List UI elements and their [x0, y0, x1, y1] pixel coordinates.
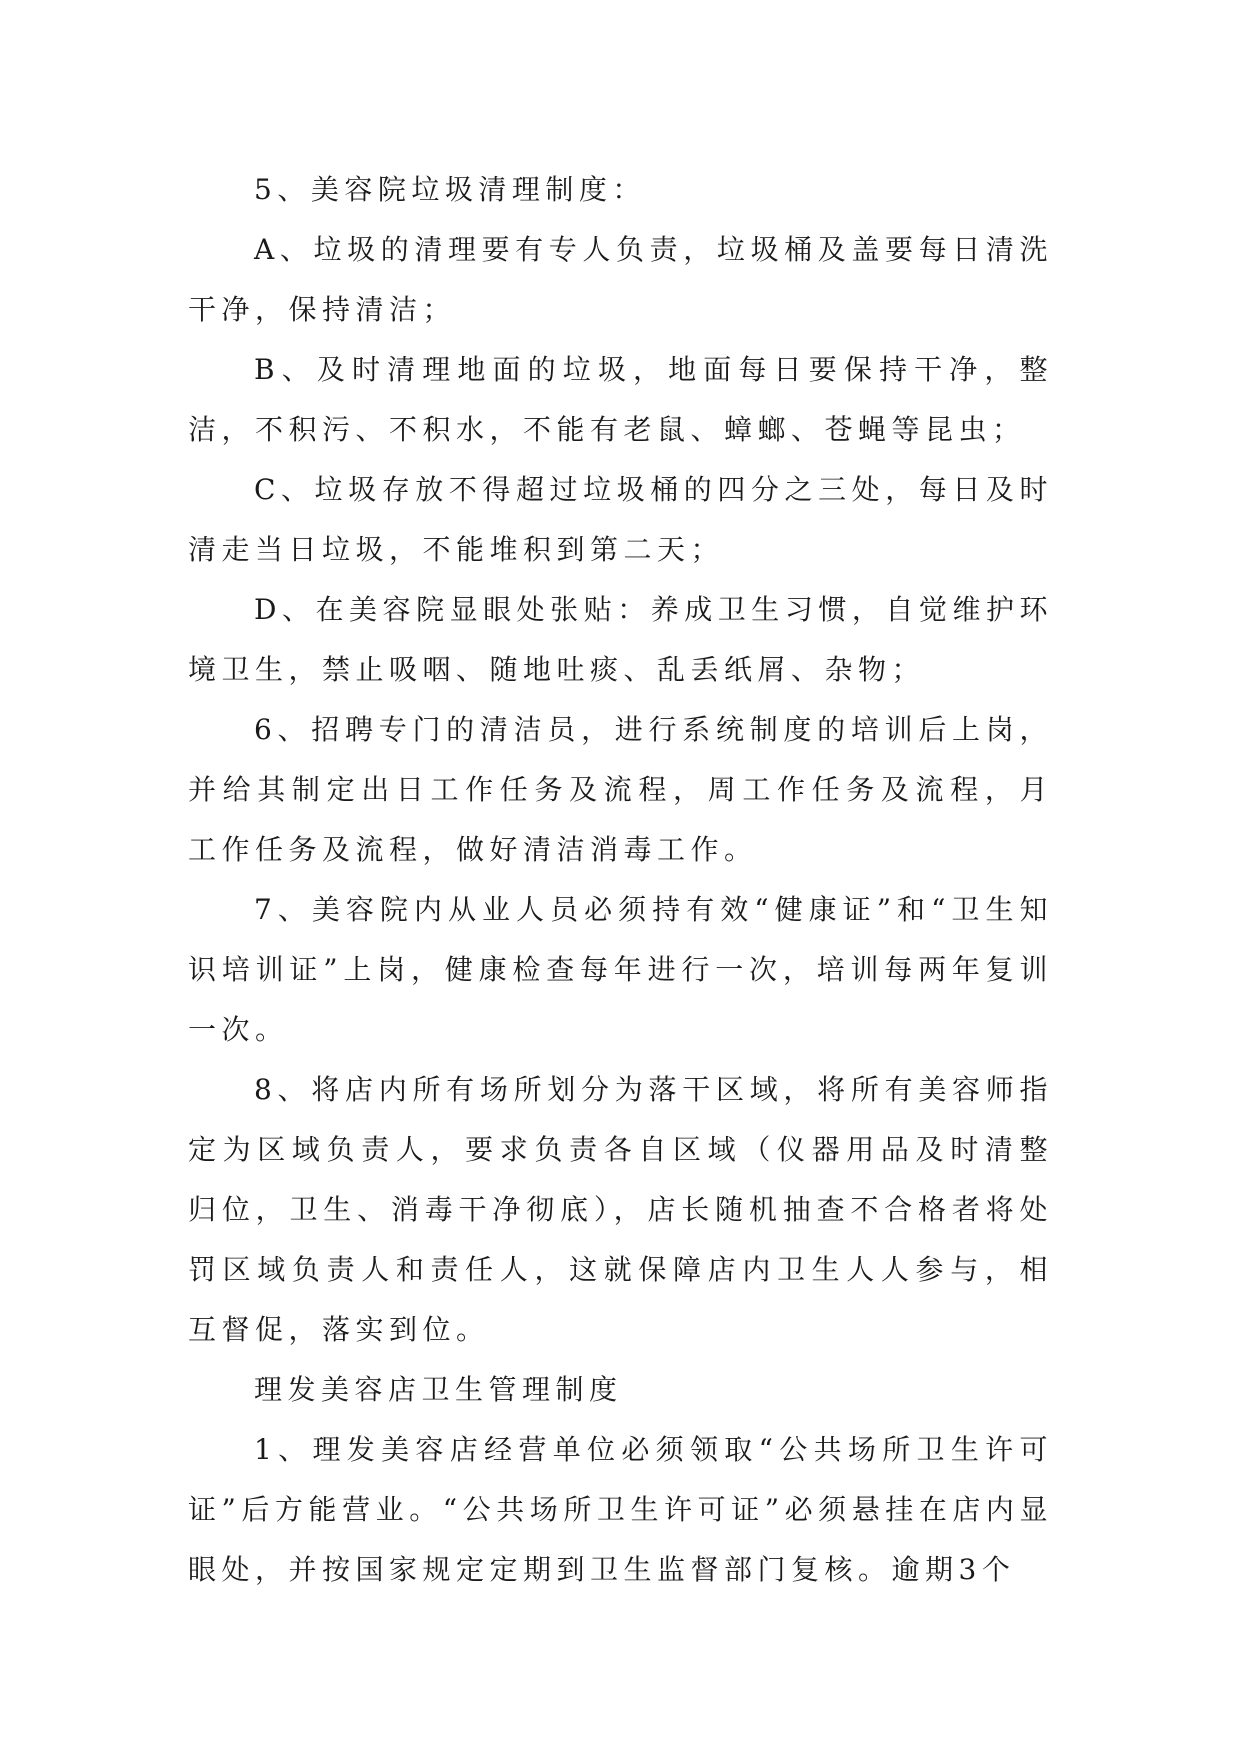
document-body — [188, 160, 1053, 1600]
paragraph-item-c: C、垃圾存放不得超过垃圾桶的四分之三处，每日及时清走当日垃圾，不能堆积到第二天； — [188, 473, 1053, 566]
paragraph-item-a: A、垃圾的清理要有专人负责，垃圾桶及盖要每日清洗干净，保持清洁； — [188, 233, 1053, 326]
paragraph-item-d: D、在美容院显眼处张贴：养成卫生习惯，自觉维护环境卫生，禁止吸咽、随地吐痰、乱丢纸屑、杂物； — [188, 593, 1053, 686]
paragraph-item-7: 7、美容院内从业人员必须持有效“健康证”和“卫生知识培训证”上岗，健康检查每年进行一次，培训每两年复训一次。 — [188, 893, 1053, 1046]
paragraph-garbage-policy-heading: 5、美容院垃圾清理制度： — [254, 173, 646, 206]
section-title: 理发美容店卫生管理制度 — [254, 1373, 623, 1406]
paragraph-item-1: 1、理发美容店经营单位必须领取“公共场所卫生许可证”后方能营业。“公共场所卫生许可证”必须悬挂在店内显眼处，并按国家规定定期到卫生监督部门复核。逾期3个 — [188, 1433, 1053, 1586]
paragraph-item-6: 6、招聘专门的清洁员，进行系统制度的培训后上岗，并给其制定出日工作任务及流程，周工作任务及流程，月工作任务及流程，做好清洁消毒工作。 — [188, 713, 1053, 866]
paragraph-item-b: B、及时清理地面的垃圾，地面每日要保持干净，整洁，不积污、不积水，不能有老鼠、蟑螂、苍蝇等昆虫； — [188, 353, 1053, 446]
paragraph-item-8: 8、将店内所有场所划分为落干区域，将所有美容师指定为区域负责人，要求负责各自区域（仪器用品及时清整归位，卫生、消毒干净彻底），店长随机抽查不合格者将处罚区域负责人和责任人，这就保障店内卫生人人参与，相互督促，落实到位。 — [188, 1073, 1053, 1346]
